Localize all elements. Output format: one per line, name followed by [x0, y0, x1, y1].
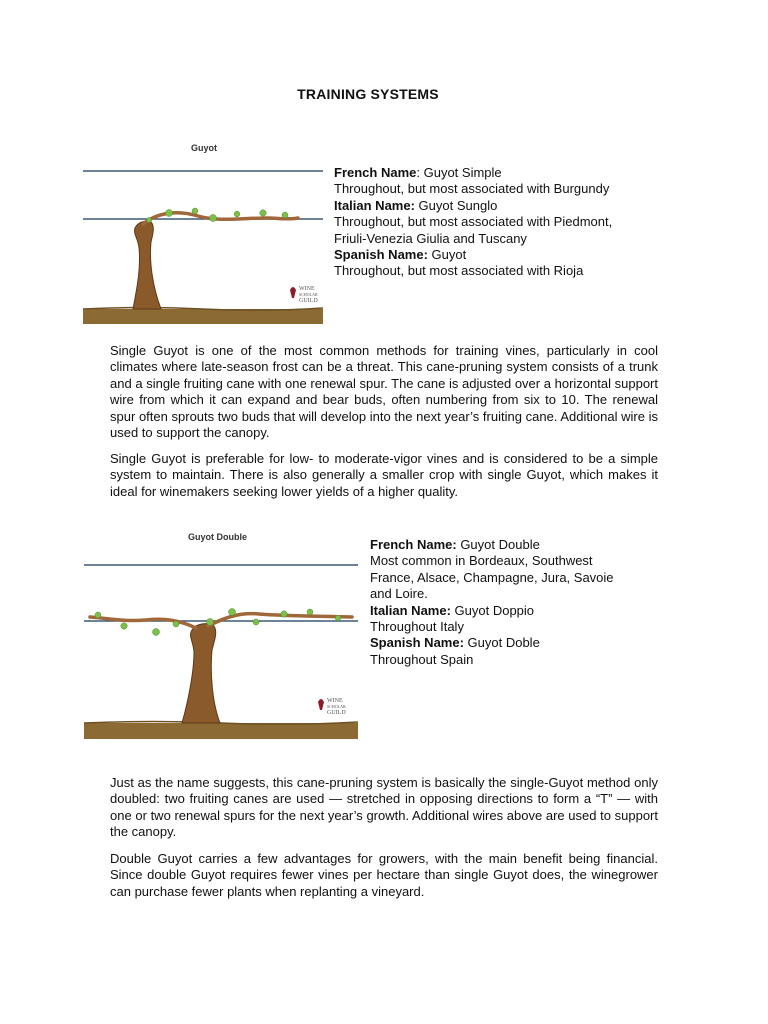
- logo-line: SCHOLAR: [327, 704, 346, 709]
- leaf: [95, 612, 101, 618]
- italian-name-label: Italian Name:: [370, 602, 451, 618]
- spanish-name-row: [334, 247, 612, 263]
- spanish-name-value: Guyot: [427, 247, 467, 263]
- leaf: [192, 208, 198, 214]
- vine-trunk: [133, 221, 161, 309]
- figure-label: Guyot Double: [188, 532, 247, 542]
- spanish-name-value: Guyot Doble: [463, 635, 540, 651]
- french-name-row: [370, 537, 614, 553]
- fruiting-cane-left: [90, 617, 196, 628]
- leaf: [121, 623, 127, 629]
- leaf: [260, 210, 266, 216]
- spanish-name-label: Spanish Name:: [334, 247, 428, 263]
- spanish-region: Throughout, but most associated with Rioja: [334, 263, 584, 279]
- leaf: [307, 609, 313, 615]
- leaf: [335, 615, 341, 621]
- spanish-name-row: [370, 635, 614, 651]
- leaf: [253, 619, 259, 625]
- logo-line: WINE: [327, 698, 343, 704]
- french-name-label: French Name: [334, 165, 417, 180]
- italian-region: Throughout, but most associated with Piedmont,: [334, 214, 613, 230]
- leaf: [207, 619, 214, 626]
- logo-line: WINE: [299, 286, 315, 292]
- vine-trunk: [182, 624, 220, 723]
- italian-region: Friuli-Venezia Giulia and Tuscany: [334, 230, 527, 246]
- leaf: [282, 212, 288, 218]
- leaf: [229, 609, 236, 616]
- leaf: [281, 611, 287, 617]
- leaf: [210, 215, 217, 222]
- body-paragraph: Double Guyot carries a few advantages for growers, with the main benefit being financial. Since double Guyot requires fewer vines per hectare than single Guyot does, the winegrower can purchase fewer plants when replanting a vineyard.: [110, 851, 658, 899]
- italian-name-value: Guyot Doppio: [450, 602, 535, 618]
- body-paragraph: Single Guyot is preferable for low- to moderate-vigor vines and is considered to be a simple system to maintain. There is also generally a smaller crop with single Guyot, which makes it ideal for winemakers seeking lower yields of a higher quality.: [110, 451, 658, 499]
- italian-name-label: Italian Name:: [334, 197, 415, 213]
- french-region: Throughout, but most associated with Burgundy: [334, 181, 610, 197]
- french-name-row: French Name: Guyot Simple: [334, 165, 502, 180]
- page-title: TRAINING SYSTEMS: [297, 86, 439, 102]
- leaf: [234, 211, 240, 217]
- leaf: [153, 629, 160, 636]
- body-paragraph: Just as the name suggests, this cane-pruning system is basically the single-Guyot method only doubled: two fruiting canes are used — stretched in opposing directions to form a “T” — with one or two renewal spurs for the next year’s growth. Additional wires above are used to support the canopy.: [110, 775, 658, 840]
- body-paragraph: Single Guyot is one of the most common methods for training vines, particularly in cool climates where late-season frost can be a threat. This cane-pruning system consists of a trunk and a single fruiting cane with one renewal spur. The cane is adjusted over a horizontal support wire from which it can expand and bear buds, often numbering from six to 10. The renewal spur often sprouts two buds that will develop into the next year’s fruiting cane. Additional wire is used to support the canopy.: [110, 343, 658, 441]
- logo-line: GUILD: [299, 298, 318, 304]
- italian-name-row: [370, 603, 614, 619]
- wine-scholar-guild-logo: [290, 286, 318, 304]
- french-name-value: Guyot Simple: [420, 165, 502, 180]
- guyot-single-illustration: [83, 138, 323, 324]
- figure-label: Guyot: [191, 143, 217, 153]
- guyot-double-names: [370, 537, 614, 668]
- guyot-single-names: [334, 165, 612, 280]
- soil: [84, 723, 358, 739]
- italian-region: Throughout Italy: [370, 619, 464, 635]
- french-region: Most common in Bordeaux, Southwest: [370, 553, 593, 569]
- leaf: [147, 218, 152, 223]
- logo-line: GUILD: [327, 710, 346, 716]
- spanish-name-label: Spanish Name:: [370, 635, 464, 651]
- french-name-label: French Name:: [370, 537, 457, 552]
- italian-name-value: Guyot Sunglo: [414, 197, 498, 213]
- french-region: France, Alsace, Champagne, Jura, Savoie: [370, 569, 614, 585]
- guyot-double-illustration: [84, 522, 358, 739]
- leaf: [173, 621, 179, 627]
- spanish-region: Throughout Spain: [370, 651, 474, 667]
- french-name-value: Guyot Double: [456, 537, 540, 552]
- soil: [83, 309, 323, 324]
- italian-name-row: [334, 198, 612, 214]
- leaf: [166, 210, 173, 217]
- fruiting-cane-right: [208, 614, 352, 626]
- french-region: and Loire.: [370, 586, 428, 602]
- wine-scholar-guild-logo: [318, 698, 346, 716]
- logo-line: SCHOLAR: [299, 292, 318, 297]
